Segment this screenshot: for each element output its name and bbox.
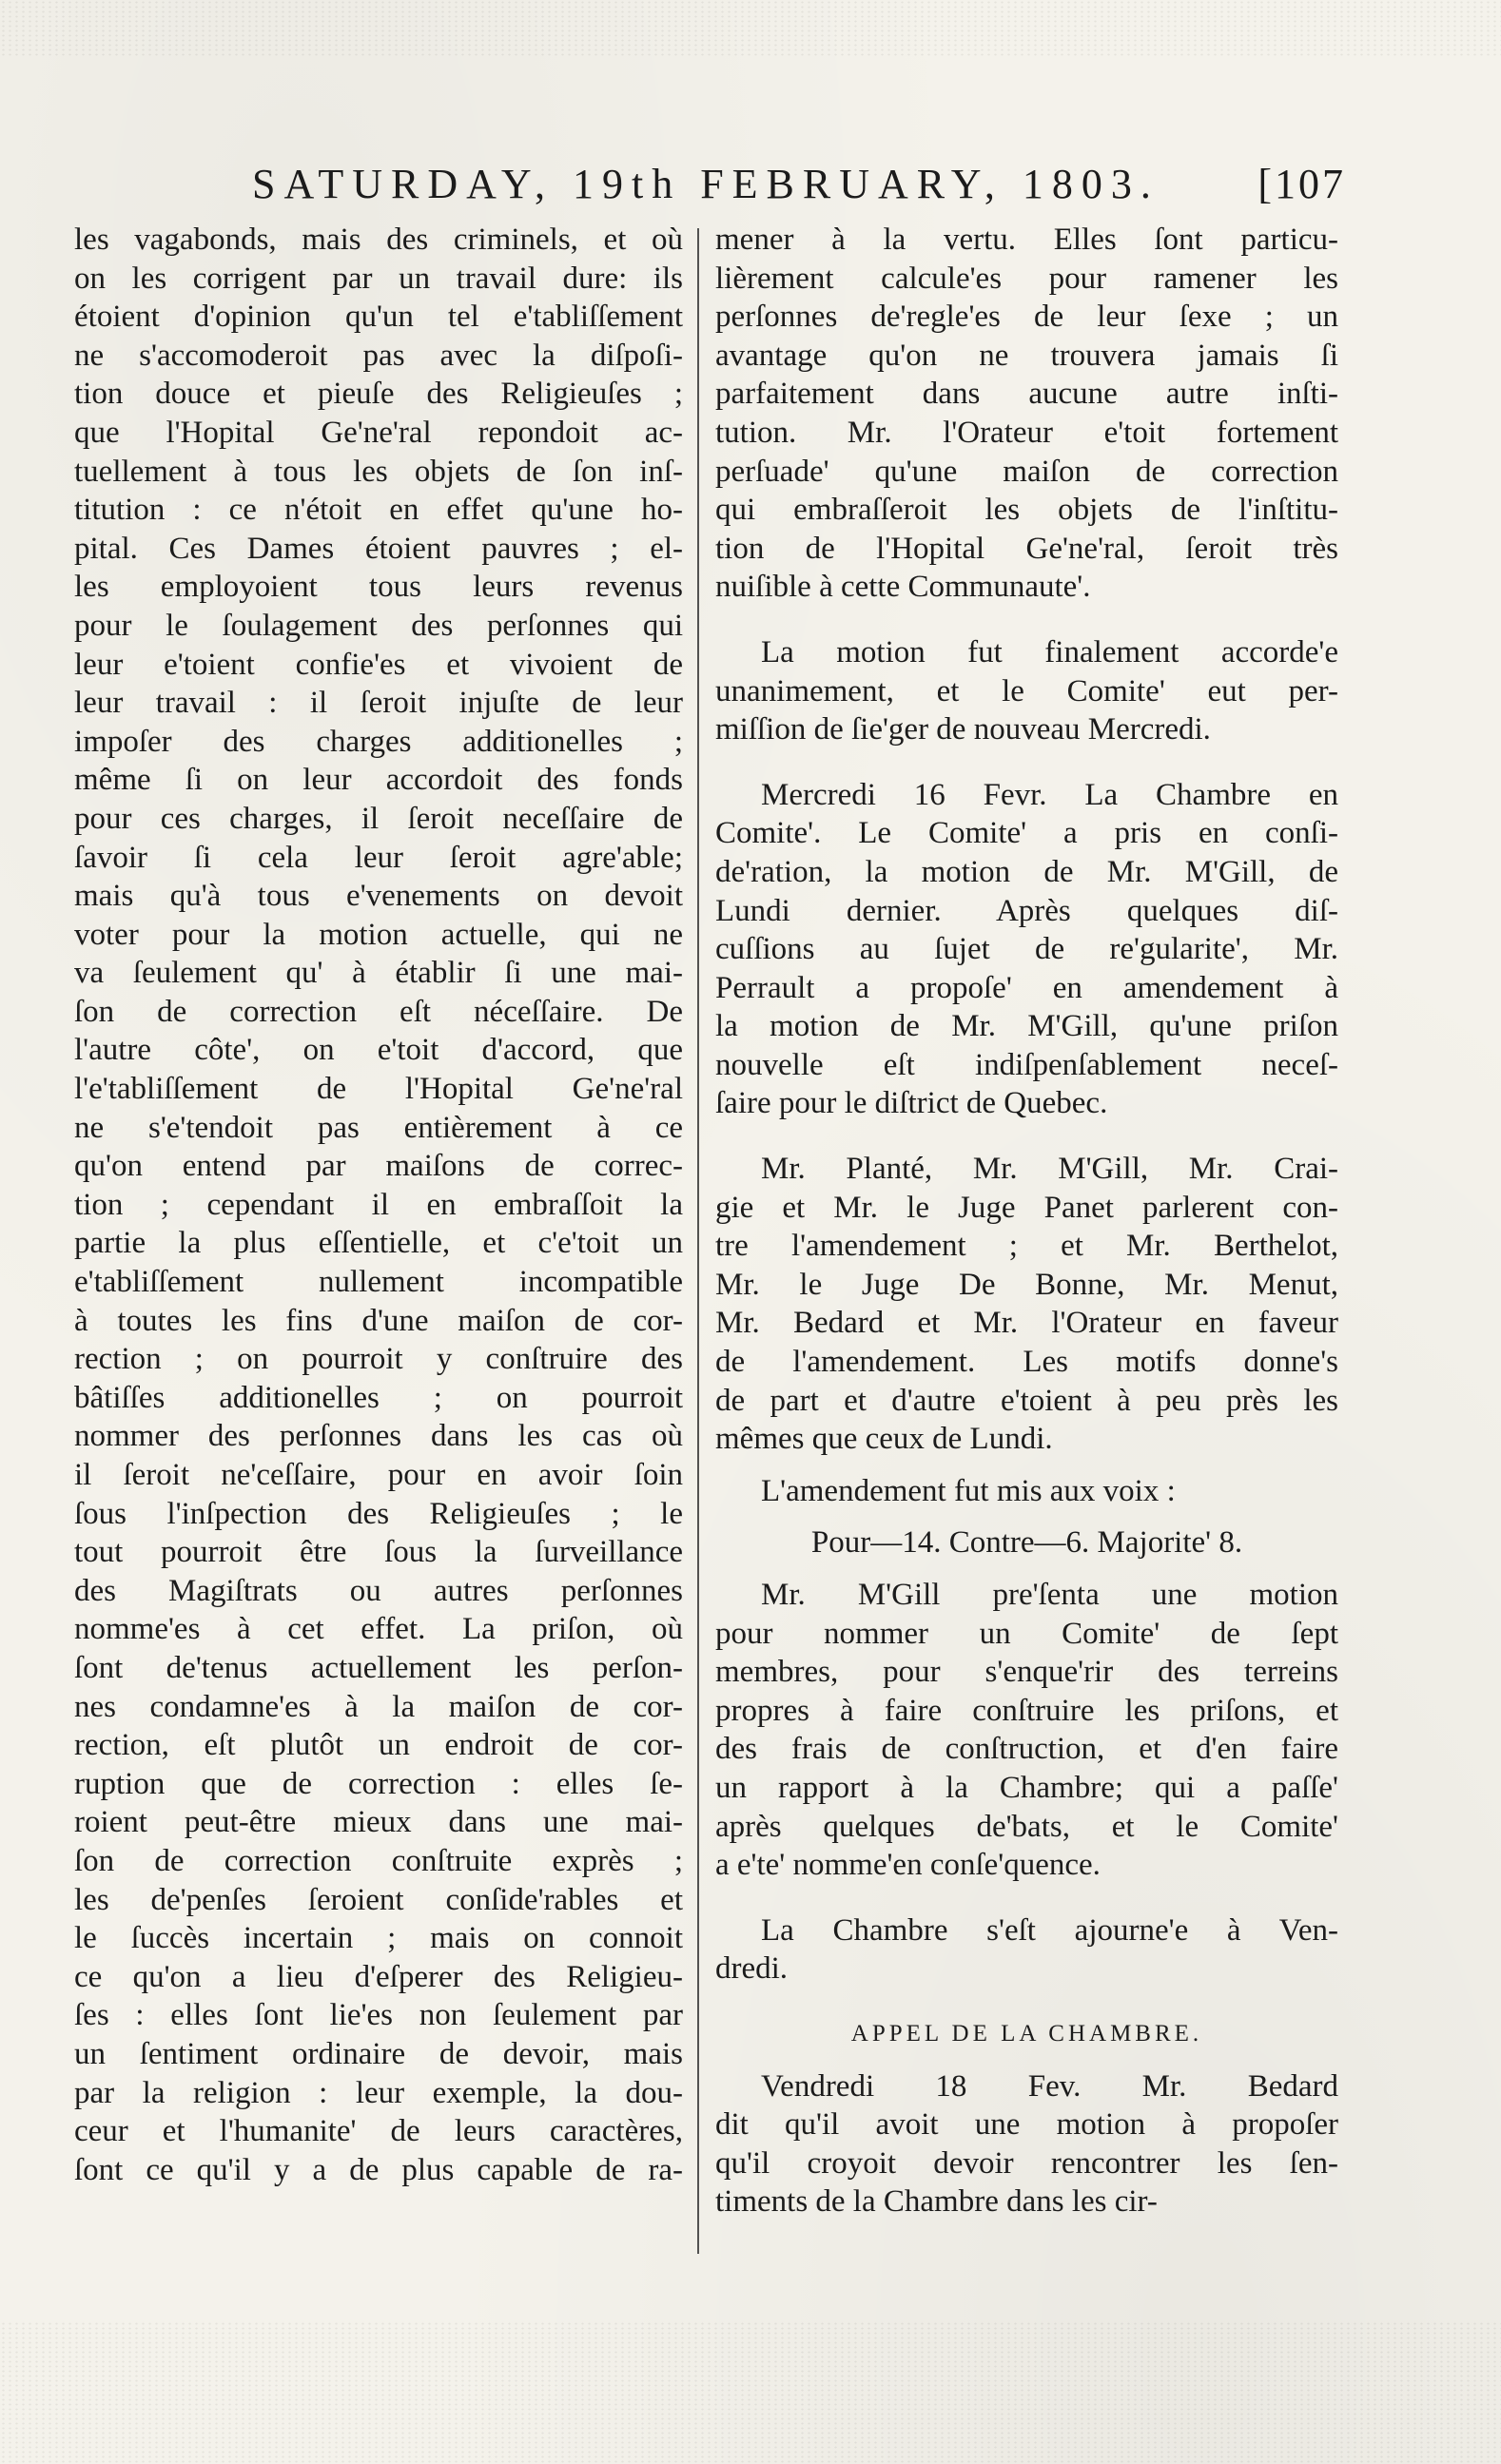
- paragraph-motion-accordee-line: miſſion de ſie'ger de nouveau Mercredi.: [715, 712, 1211, 747]
- paragraph-vertu-line: perſuade' qu'une maiſon de correction: [715, 454, 1338, 489]
- paragraph-vertu-line: tion de l'Hopital Ge'ne'ral, ſeroit très: [715, 531, 1338, 566]
- left-column-line: ſous l'inſpection des Religieuſes ; le: [74, 1496, 683, 1531]
- paragraph-vendredi-line: dit qu'il avoit une motion à propoſer: [715, 2107, 1338, 2143]
- paragraph-mercredi-line: nouvelle eſt indiſpenſablement neceſ-: [715, 1047, 1338, 1082]
- left-column-line: rection, eſt plutôt un endroit de cor-: [74, 1728, 683, 1763]
- page-number: [107: [1257, 161, 1346, 207]
- paragraph-amendement-speakers: [715, 1150, 1338, 1459]
- top-scan-noise: [0, 0, 1501, 57]
- paragraph-amendement-speakers-line: mêmes que ceux de Lundi.: [715, 1422, 1053, 1457]
- left-column-line: ruption que de correction : elles ſe-: [74, 1766, 683, 1801]
- left-column-line: ceur et l'humanite' de leurs caractères,: [74, 2114, 683, 2149]
- paragraph-vertu: [715, 221, 1338, 607]
- paragraph-mercredi-line: Lundi dernier. Après quelques diſ-: [715, 893, 1338, 928]
- paragraph-mercredi: [715, 776, 1338, 1123]
- paragraph-amendement-speakers-line: de l'amendement. Les motifs donne's: [715, 1345, 1338, 1380]
- paragraph-mercredi-line: de'ration, la motion de Mr. M'Gill, de: [715, 854, 1338, 889]
- left-column-line: va ſeulement qu' à établir ſi une mai-: [74, 956, 683, 991]
- paragraph-vertu-line: avantage qu'on ne trouvera jamais ſi: [715, 338, 1338, 373]
- paragraph-ajournee-line: dredi.: [715, 1951, 789, 1987]
- left-column-line: à toutes les fins d'une maiſon de cor-: [74, 1303, 683, 1338]
- left-column-line: titution : ce n'étoit en effet qu'une ho-: [74, 493, 683, 528]
- paragraph-vertu-line: perſonnes de'regle'es de leur ſexe ; un: [715, 300, 1338, 335]
- paragraph-motion-accordee-line: La motion fut finalement accorde'e: [761, 634, 1338, 669]
- left-column-line: ſont ce qu'il y a de plus capable de ra-: [74, 2152, 683, 2187]
- left-column-line: tion douce et pieuſe des Religieuſes ;: [74, 377, 683, 412]
- paragraph-mercredi-line: la motion de Mr. M'Gill, qu'une priſon: [715, 1009, 1338, 1044]
- left-column-line: nommer des perſonnes dans les cas où: [74, 1419, 683, 1454]
- section-heading: APPEL DE LA CHAMBRE.: [850, 2020, 1203, 2047]
- left-column-line: impoſer des charges additionelles ;: [74, 724, 683, 759]
- paragraph-vendredi-line: timents de la Chambre dans les cir-: [715, 2184, 1158, 2220]
- left-column-line: un ſentiment ordinaire de devoir, mais: [74, 2036, 683, 2071]
- left-column-line: ſon de correction eſt néceſſaire. De: [74, 994, 683, 1029]
- paragraph-amendement-speakers-line: de part et d'autre e'toient à peu près les: [715, 1383, 1338, 1418]
- left-column: [74, 221, 683, 2189]
- paragraph-motion-accordee-line: unanimement, et le Comite' eut per-: [715, 673, 1338, 708]
- paragraph-vertu-line: parfaitement dans aucune autre inſti-: [715, 377, 1338, 412]
- paragraph-vendredi: [715, 2067, 1338, 2221]
- paragraph-mercredi-line: cuſſions au ſujet de re'gularite', Mr.: [715, 932, 1338, 967]
- column-divider: [697, 228, 699, 2254]
- paragraph-mcgill-comite-line: des frais de conſtruction, et d'en faire: [715, 1732, 1338, 1767]
- paragraph-amendement-speakers-line: Mr. Bedard et Mr. l'Orateur en faveur: [715, 1306, 1338, 1341]
- paragraph-mcgill-comite: [715, 1576, 1338, 1885]
- left-column-line: les vagabonds, mais des criminels, et où: [74, 223, 683, 257]
- left-column-line: le ſuccès incertain ; mais on connoit: [74, 1921, 683, 1956]
- left-column-line: étoient d'opinion qu'un tel e'tabliſſement: [74, 300, 683, 335]
- paragraph-vertu-line: mener à la vertu. Elles ſont particu-: [715, 223, 1338, 257]
- paragraph-amendement-speakers-line: Mr. Planté, Mr. M'Gill, Mr. Crai-: [761, 1152, 1338, 1187]
- left-column-line: ſont de'tenus actuellement les perſon-: [74, 1650, 683, 1685]
- paragraph-mcgill-comite-line: membres, pour s'enque'rir des terreins: [715, 1655, 1338, 1690]
- left-column-line: les employoient tous leurs revenus: [74, 570, 683, 605]
- left-column-line: les de'penſes ſeroient conſide'rables et: [74, 1882, 683, 1917]
- left-column-line: bâtiſſes additionelles ; on pourroit: [74, 1380, 683, 1415]
- left-column-line: ſon de correction conſtruite exprès ;: [74, 1843, 683, 1878]
- paragraph-ajournee: [715, 1911, 1338, 1989]
- paragraph-mcgill-comite-line: après quelques de'bats, et le Comite': [715, 1809, 1338, 1844]
- left-column-line: que l'Hopital Ge'ne'ral repondoit ac-: [74, 415, 683, 450]
- left-column-line: par la religion : leur exemple, la dou-: [74, 2075, 683, 2110]
- left-column-line: l'autre côte', on e'toit d'accord, que: [74, 1033, 683, 1068]
- page-header: [252, 160, 1346, 217]
- vote-result: Pour—14. Contre—6. Majorite' 8.: [810, 1525, 1243, 1561]
- left-column-line: ce qu'on a lieu d'eſperer des Religieu-: [74, 1959, 683, 1994]
- left-column-line: leur e'toient confie'es et vivoient de: [74, 647, 683, 682]
- paragraph-vertu-line: nuiſible à cette Communaute'.: [715, 570, 1091, 605]
- left-column-line: l'e'tabliſſement de l'Hopital Ge'ne'ral: [74, 1072, 683, 1107]
- left-column-line: pital. Ces Dames étoient pauvres ; el-: [74, 531, 683, 566]
- paragraph-mercredi-line: Perrault a propoſe' en amendement à: [715, 970, 1338, 1005]
- paragraph-amendement-speakers-line: tre l'amendement ; et Mr. Berthelot,: [715, 1229, 1338, 1264]
- header-title: SATURDAY, 19th FEBRUARY, 1803.: [252, 161, 1160, 207]
- paragraph-mcgill-comite-line: Mr. M'Gill pre'ſenta une motion: [761, 1578, 1338, 1612]
- left-column-line: ne s'accomoderoit pas avec la diſpoſi-: [74, 338, 683, 373]
- paragraph-mcgill-comite-line: a e'te' nomme'en conſe'quence.: [715, 1848, 1101, 1883]
- left-column-line: ſes : elles ſont lie'es non ſeulement par: [74, 1998, 683, 2033]
- left-column-line: nomme'es à cet effet. La priſon, où: [74, 1612, 683, 1647]
- paragraph-mcgill-comite-line: pour nommer un Comite' de ſept: [715, 1616, 1338, 1651]
- paragraph-mercredi-line: Mercredi 16 Fevr. La Chambre en: [761, 777, 1338, 812]
- left-column-line: roient peut-être mieux dans une mai-: [74, 1805, 683, 1840]
- paragraph-amendement-speakers-line: Mr. le Juge De Bonne, Mr. Menut,: [715, 1267, 1338, 1302]
- bottom-scan-noise: [0, 2321, 1501, 2464]
- left-column-line: leur travail : il ſeroit injuſte de leur: [74, 686, 683, 721]
- left-column-line: même ſi on leur accordoit des fonds: [74, 763, 683, 798]
- right-column: [715, 221, 1338, 2221]
- paragraph-vertu-line: qui embraſſeroit les objets de l'inſtitu-: [715, 493, 1338, 528]
- left-column-line: tout pourroit être ſous la ſurveillance: [74, 1535, 683, 1570]
- paragraph-mcgill-comite-line: propres à faire conſtruire les priſons, et: [715, 1693, 1338, 1728]
- left-column-line: nes condamne'es à la maiſon de cor-: [74, 1689, 683, 1724]
- left-column-line: ne s'e'tendoit pas entièrement à ce: [74, 1110, 683, 1145]
- paragraph-ajournee-line: La Chambre s'eſt ajourne'e à Ven-: [761, 1912, 1338, 1948]
- paragraph-motion-accordee: [715, 633, 1338, 749]
- paragraph-vendredi-line: qu'il croyoit devoir rencontrer les ſen-: [715, 2145, 1338, 2181]
- paragraph-vertu-line: tution. Mr. l'Orateur e'toit fortement: [715, 415, 1338, 450]
- left-column-line: il ſeroit ne'ceſſaire, pour en avoir ſoin: [74, 1458, 683, 1492]
- left-column-line: mais qu'à tous e'venements on devoit: [74, 879, 683, 914]
- left-column-line: pour ces charges, il ſeroit neceſſaire de: [74, 801, 683, 836]
- paragraph-vendredi-line: Vendredi 18 Fev. Mr. Bedard: [761, 2068, 1338, 2104]
- paragraph-amendement-voix: L'amendement fut mis aux voix :: [761, 1473, 1176, 1508]
- paragraph-mercredi-line: ſaire pour le diſtrict de Quebec.: [715, 1086, 1108, 1121]
- paragraph-amendement-speakers-line: gie et Mr. le Juge Panet parlerent con-: [715, 1190, 1338, 1225]
- left-column-line: rection ; on pourroit y conſtruire des: [74, 1342, 683, 1377]
- left-column-line: partie la plus eſſentielle, et c'e'toit un: [74, 1226, 683, 1261]
- left-column-line: on les corrigent par un travail dure: ils: [74, 261, 683, 296]
- left-column-line: voter pour la motion actuelle, qui ne: [74, 917, 683, 952]
- paragraph-mercredi-line: Comite'. Le Comite' a pris en conſi-: [715, 816, 1338, 851]
- left-column-line: tuellement à tous les objets de ſon inſ-: [74, 454, 683, 489]
- left-column-line: e'tabliſſement nullement incompatible: [74, 1265, 683, 1300]
- paragraph-vertu-line: lièrement calcule'es pour ramener les: [715, 261, 1338, 296]
- left-column-line: qu'on entend par maiſons de correc-: [74, 1149, 683, 1184]
- left-column-line: tion ; cependant il en embraſſoit la: [74, 1187, 683, 1222]
- left-column-line: ſavoir ſi cela leur ſeroit agre'able;: [74, 840, 683, 875]
- left-column-line: des Magiſtrats ou autres perſonnes: [74, 1573, 683, 1608]
- left-column-line: pour le ſoulagement des perſonnes qui: [74, 608, 683, 643]
- paragraph-mcgill-comite-line: un rapport à la Chambre; qui a paſſe': [715, 1770, 1338, 1805]
